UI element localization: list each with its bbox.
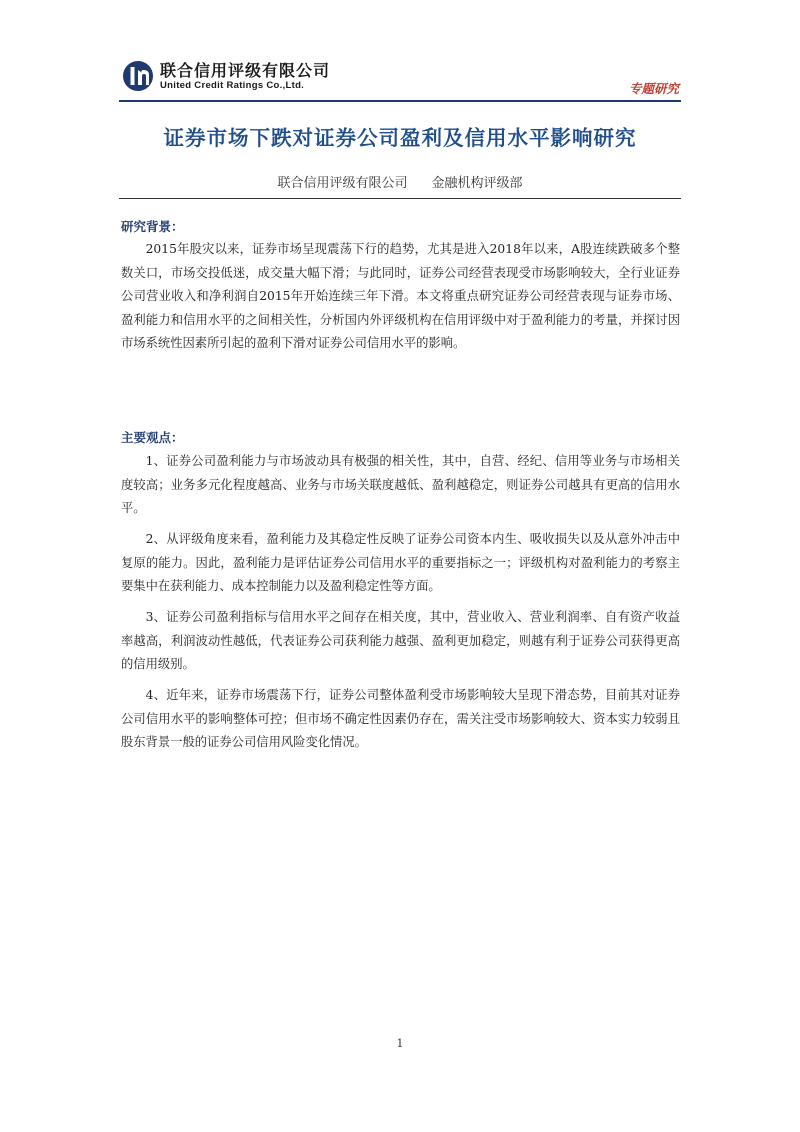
ucr-logo-icon bbox=[122, 60, 154, 92]
background-heading: 研究背景： bbox=[121, 219, 184, 234]
document-title: 证券市场下跌对证券公司盈利及信用水平影响研究 bbox=[163, 126, 637, 150]
report-type-tag: 专题研究 bbox=[628, 81, 679, 96]
key-point-3: 3、证券公司盈利指标与信用水平之间存在相关度，其中，营业收入、营业利润率、自有资产收益率越高，利润波动性越低，代表证券公司获利能力越强、盈利更加稳定，则越有利于证券公司获得更高的信用级别。 bbox=[121, 610, 680, 671]
header-divider bbox=[119, 100, 681, 102]
author-department: 金融机构评级部 bbox=[431, 176, 523, 191]
company-name-cn: 联合信用评级有限公司 bbox=[160, 61, 331, 80]
title-divider bbox=[119, 198, 681, 199]
key-points-heading: 主要观点： bbox=[121, 430, 184, 445]
company-logo bbox=[122, 58, 442, 98]
page-number: 1 bbox=[396, 1037, 404, 1050]
key-point-4: 4、近年来，证券市场震荡下行，证券公司整体盈利受市场影响较大呈现下滑态势，目前其对证券公司信用水平的影响整体可控；但市场不确定性因素仍存在，需关注受市场影响较大、资本实力较弱且股东背景一般的证券公司信用风险变化情况。 bbox=[121, 688, 680, 749]
author-company: 联合信用评级有限公司 bbox=[277, 176, 408, 191]
company-name-en: United Credit Ratings Co.,Ltd. bbox=[160, 80, 305, 91]
key-point-1: 1、证券公司盈利能力与市场波动具有极强的相关性，其中，自营、经纪、信用等业务与市场相关度较高；业务多元化程度越高、业务与市场关联度越低、盈利越稳定，则证券公司越具有更高的信用水平。 bbox=[121, 454, 680, 515]
key-point-2: 2、从评级角度来看，盈利能力及其稳定性反映了证券公司资本内生、吸收损失以及从意外冲击中复原的能力。因此，盈利能力是评估证券公司信用水平的重要指标之一；评级机构对盈利能力的考察主要集中在获利能力、成本控制能力以及盈利稳定性等方面。 bbox=[121, 532, 680, 593]
author-line bbox=[0, 172, 800, 191]
page-header bbox=[0, 0, 800, 110]
background-paragraph: 2015年股灾以来，证券市场呈现震荡下行的趋势，尤其是进入2018年以来，A股连续跌破多个整数关口，市场交投低迷，成交量大幅下滑；与此同时，证券公司经营表现受市场影响较大，全行业证券公司营业收入和净利润自2015年开始连续三年下滑。本文将重点研究证券公司经营表现与证券市场、盈利能力和信用水平的之间相关性，分析国内外评级机构在信用评级中对于盈利能力的考量，并探讨因市场系统性因素所引起的盈利下滑对证券公司信用水平的影响。 bbox=[121, 242, 680, 350]
